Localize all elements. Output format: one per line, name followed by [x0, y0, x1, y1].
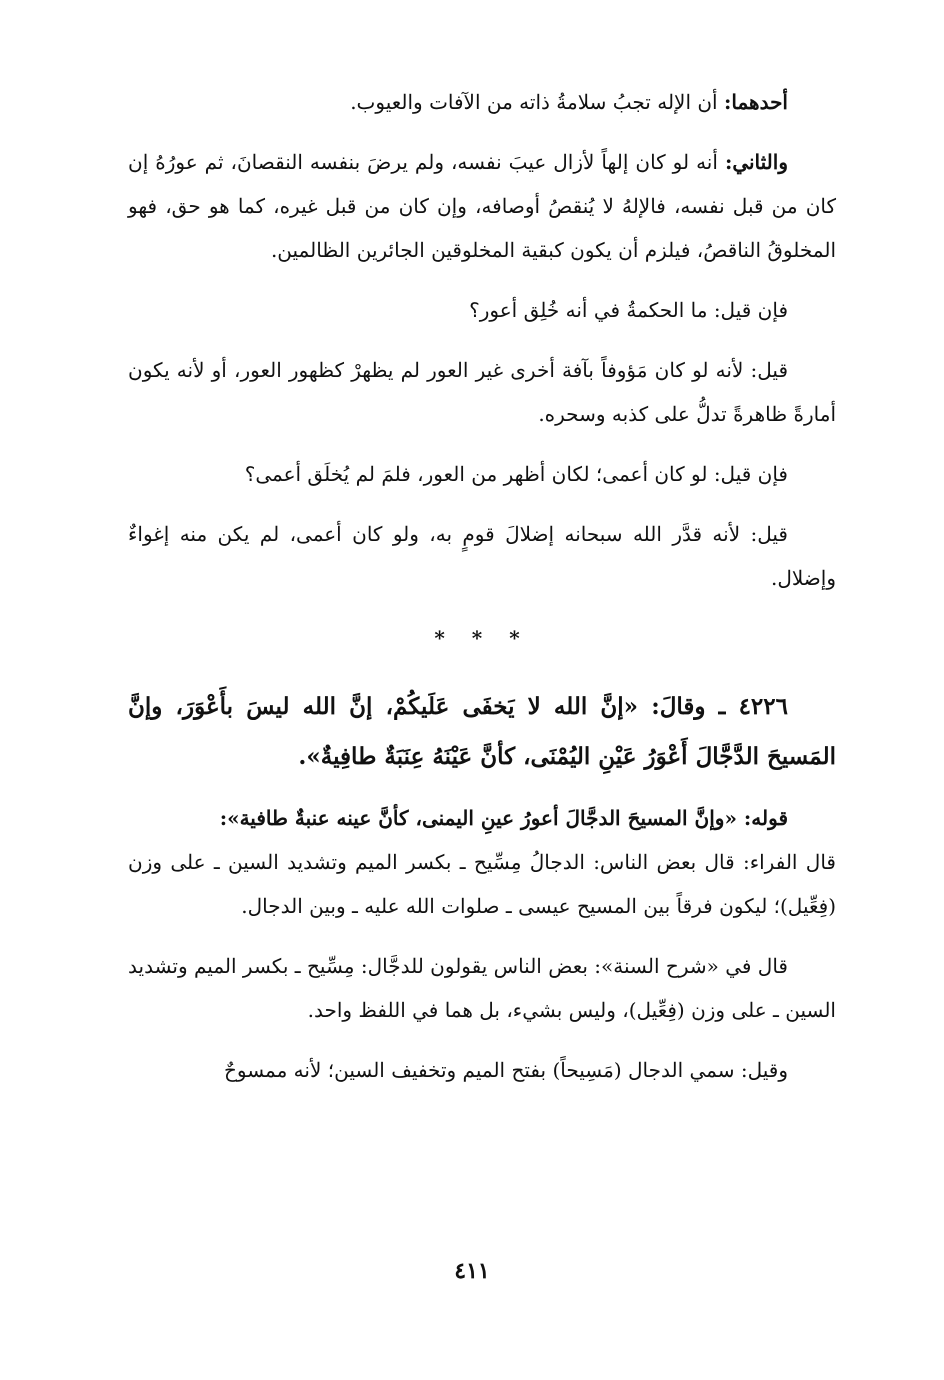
commentary-paragraph: قال في «شرح السنة»: بعض الناس يقولون للدجَّال: مِسِّيح ـ بكسر الميم وتشديد السين ـ على وزن (فِعِّيل)، وليس بشيء، بل هما في اللفظ واحد. — [128, 954, 836, 1022]
commentary-paragraph: وقيل: سمي الدجال (مَسِيحاً) بفتح الميم وتخفيف السين؛ لأنه ممسوحٌ — [223, 1058, 788, 1082]
paragraph-question: فإن قيل: لو كان أعمى؛ لكان أظهر من العور، فلمَ لم يُخلَق أعمى؟ — [244, 462, 788, 486]
paragraph-label: والثاني: — [724, 150, 788, 174]
section-separator: * * * — [434, 626, 530, 650]
paragraph-question: فإن قيل: ما الحكمةُ في أنه خُلِق أعور؟ — [469, 298, 788, 322]
paragraph-label: أحدهما: — [723, 90, 788, 114]
paragraph-answer: قيل: لأنه قدَّر الله سبحانه إضلالَ قومٍ به، ولو كان أعمى، لم يكن منه إغواءٌ وإضلال. — [128, 522, 836, 590]
paragraph-answer: قيل: لأنه لو كان مَؤوفاً بآفة أخرى غير العور لم يظهرْ كظهور العور، أو لأنه يكون أمارةً ظاهرةً تدلُّ على كذبه وسحره. — [128, 358, 836, 426]
hadith-text: ٤٢٢٦ ـ وقالَ: «إنَّ الله لا يَخفَى عَلَيكُمْ، إنَّ الله ليسَ بأَعْوَرَ، وإنَّ المَسيحَ الدَّجَّالَ أَعْوَرُ عَيْنِ اليُمْنَى، كأنَّ عَيْنَهُ عِنَبَةٌ طافِيةٌ». — [128, 693, 836, 770]
page-body — [128, 80, 836, 1108]
page-number: ٤١١ — [454, 1258, 490, 1284]
commentary-quote: قوله: «وإنَّ المسيحَ الدجَّالَ أعورُ عينِ اليمنى، كأنَّ عينه عنبةٌ طافية»: — [219, 806, 788, 830]
paragraph-text: أنه لو كان إلهاً لأزال عيبَ نفسه، ولم يرضَ بنفسه النقصانَ، ثم عورُهُ إن كان من قبل نفسه، فالإلهُ لا يُنقصُ أوصافه، وإن كان من قبل غيره، كما هو حق، فهو المخلوقُ الناقصُ، فيلزم أن يكون كبقية المخلوقين الجائرين الظالمين. — [128, 150, 836, 262]
paragraph-first — [128, 80, 836, 124]
paragraph-second — [128, 140, 836, 272]
paragraph-text: أن الإله تجبُ سلامةُ ذاته من الآفات والعيوب. — [350, 90, 724, 114]
commentary-paragraph: قال الفراء: قال بعض الناس: الدجالُ مِسِّيح ـ بكسر الميم وتشديد السين ـ على وزن (فِعِّيل)؛ ليكون فرقاً بين المسيح عيسى ـ صلوات الله عليه ـ وبين الدجال. — [128, 850, 836, 918]
